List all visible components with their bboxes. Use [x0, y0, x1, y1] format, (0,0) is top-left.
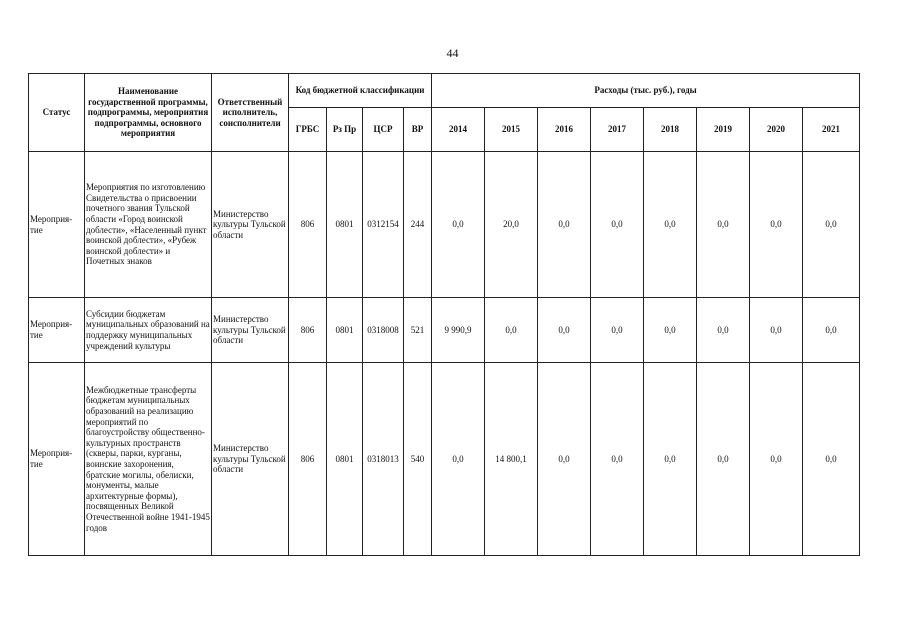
value-cell-2020: 0,0: [750, 152, 803, 298]
value-cell-2019: 0,0: [697, 152, 750, 298]
csr-cell: 0318013: [363, 363, 404, 556]
header-vr: ВР: [404, 108, 432, 152]
rzpr-cell: 0801: [327, 363, 363, 556]
value-cell-2016: 0,0: [538, 298, 591, 363]
value-cell-2021: 0,0: [803, 363, 860, 556]
value-cell-2020: 0,0: [750, 363, 803, 556]
csr-cell: 0318008: [363, 298, 404, 363]
header-year: 2014: [432, 108, 485, 152]
value-cell-2017: 0,0: [591, 298, 644, 363]
table-row: [29, 298, 860, 363]
vr-cell: 521: [404, 298, 432, 363]
value-cell-2015: 20,0: [485, 152, 538, 298]
value-cell-2017: 0,0: [591, 363, 644, 556]
header-year: 2016: [538, 108, 591, 152]
value-cell-2017: 0,0: [591, 152, 644, 298]
value-cell-2014: 0,0: [432, 152, 485, 298]
header-expenses: Расходы (тыс. руб.), годы: [432, 74, 860, 108]
name-cell: Мероприятия по изготовлению Свидетельства о присвоении почетного звания Тульской области «Город воинской доблести», «Населенный пункт воинской доблести», «Рубеж воинской доблести» и Почетных знаков: [85, 152, 212, 298]
grbs-cell: 806: [289, 152, 327, 298]
value-cell-2019: 0,0: [697, 298, 750, 363]
header-status: Статус: [29, 74, 85, 152]
page-number: 44: [446, 46, 459, 60]
header-year: 2015: [485, 108, 538, 152]
budget-table: [28, 73, 860, 556]
csr-cell: 0312154: [363, 152, 404, 298]
rzpr-cell: 0801: [327, 152, 363, 298]
value-cell-2018: 0,0: [644, 363, 697, 556]
vr-cell: 244: [404, 152, 432, 298]
value-cell-2019: 0,0: [697, 363, 750, 556]
value-cell-2018: 0,0: [644, 152, 697, 298]
header-rzpr: Рз Пр: [327, 108, 363, 152]
status-cell: Мероприя-тие: [29, 298, 85, 363]
value-cell-2016: 0,0: [538, 363, 591, 556]
value-cell-2016: 0,0: [538, 152, 591, 298]
value-cell-2015: 0,0: [485, 298, 538, 363]
responsible-cell: Министерство культуры Тульской области: [212, 363, 289, 556]
header-year: 2019: [697, 108, 750, 152]
value-cell-2015: 14 800,1: [485, 363, 538, 556]
header-responsible: Ответственный исполнитель, соисполнители: [212, 74, 289, 152]
responsible-cell: Министерство культуры Тульской области: [212, 152, 289, 298]
grbs-cell: 806: [289, 363, 327, 556]
value-cell-2018: 0,0: [644, 298, 697, 363]
header-budget-code: Код бюджетной классификации: [289, 74, 432, 108]
status-cell: Мероприя-тие: [29, 152, 85, 298]
header-year: 2021: [803, 108, 860, 152]
header-year: 2017: [591, 108, 644, 152]
name-cell: Субсидии бюджетам муниципальных образований на поддержку муниципальных учреждений культуры: [85, 298, 212, 363]
value-cell-2021: 0,0: [803, 298, 860, 363]
value-cell-2021: 0,0: [803, 152, 860, 298]
name-cell: Межбюджетные трансферты бюджетам муниципальных образований на реализацию мероприятий по благоустройству общественно-культурных пространств (скверы, парки, курганы, воинские захоронения, братские могилы, обелиски, монументы, малые архитектурные формы), посвященных Великой Отечественной войне 1941-1945 годов: [85, 363, 212, 556]
header-csr: ЦСР: [363, 108, 404, 152]
table-row: [29, 152, 860, 298]
rzpr-cell: 0801: [327, 298, 363, 363]
header-year: 2018: [644, 108, 697, 152]
table-header-row: [29, 74, 860, 108]
header-grbs: ГРБС: [289, 108, 327, 152]
header-year: 2020: [750, 108, 803, 152]
header-name: Наименование государственной программы, подпрограммы, мероприятия подпрограммы, основного мероприятия: [85, 74, 212, 152]
value-cell-2020: 0,0: [750, 298, 803, 363]
grbs-cell: 806: [289, 298, 327, 363]
vr-cell: 540: [404, 363, 432, 556]
value-cell-2014: 0,0: [432, 363, 485, 556]
status-cell: Мероприя-тие: [29, 363, 85, 556]
table-row: [29, 363, 860, 556]
responsible-cell: Министерство культуры Тульской области: [212, 298, 289, 363]
value-cell-2014: 9 990,9: [432, 298, 485, 363]
